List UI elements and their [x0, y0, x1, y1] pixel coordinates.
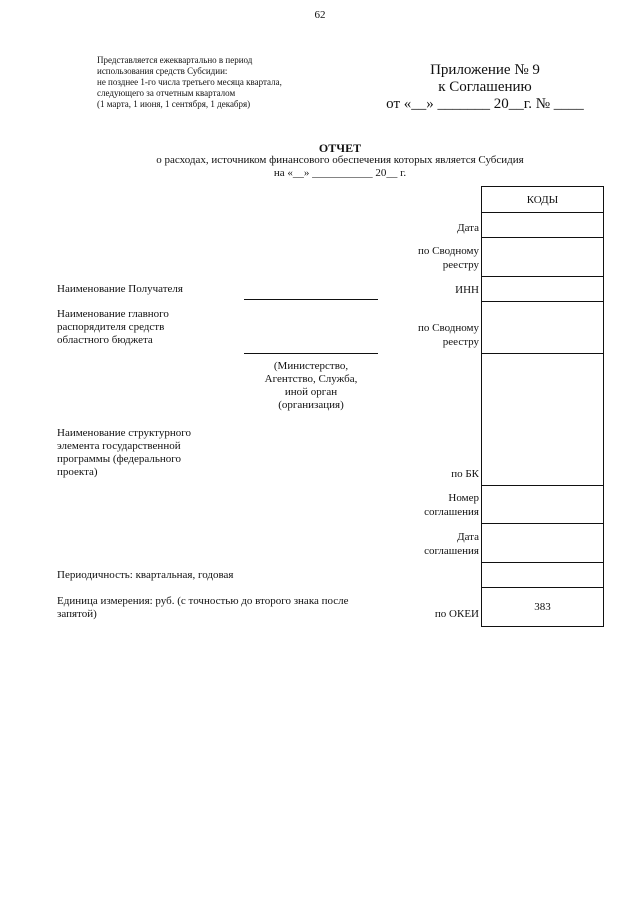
- code-cell-svod-reestr-manager[interactable]: [482, 301, 603, 353]
- label-line: областного бюджета: [57, 334, 153, 346]
- label-line: Единица измерения: руб. (с точностью до второго знака после: [57, 595, 349, 607]
- label-line: Дата: [457, 531, 479, 543]
- annex-line3: от «__» _______ 20__г. № ____: [386, 96, 584, 112]
- label-unit: [57, 595, 349, 621]
- report-subtitle: [0, 154, 640, 180]
- code-cell-date[interactable]: [482, 212, 603, 237]
- annex-heading: [378, 62, 592, 113]
- label-structural-element: [57, 427, 191, 479]
- codes-table: [481, 186, 604, 627]
- label-inn: ИНН: [455, 284, 479, 296]
- code-cell-bk[interactable]: [482, 353, 603, 485]
- label-line: запятой): [57, 608, 97, 620]
- code-cell-agreement-date[interactable]: [482, 523, 603, 562]
- note-line: не позднее 1-го числа третьего месяца квартала,: [97, 77, 282, 87]
- label-line: по Сводному: [417, 245, 479, 257]
- label-line: Агентство, Служба,: [264, 373, 358, 385]
- page-number: 62: [314, 9, 326, 21]
- annex-line1: Приложение № 9: [430, 62, 540, 78]
- note-line: (1 марта, 1 июня, 1 сентября, 1 декабря): [97, 99, 251, 109]
- report-title: ОТЧЕТ: [318, 141, 362, 155]
- label-line: соглашения: [424, 506, 479, 518]
- label-svod-reestr-manager: [418, 321, 479, 349]
- label-line: Наименование структурного: [57, 427, 191, 439]
- label-line: элемента государственной: [57, 440, 181, 452]
- code-cell-svod-reestr[interactable]: [482, 237, 603, 276]
- label-bk: по БК: [451, 468, 479, 480]
- note-line: использования средств Субсидии:: [97, 66, 228, 76]
- label-svod-reestr: [418, 244, 479, 272]
- label-line: иной орган: [284, 386, 338, 398]
- note-line: следующего за отчетным кварталом: [97, 88, 236, 98]
- label-agreement-number: [424, 491, 479, 519]
- label-agreement-date: [424, 530, 479, 558]
- label-line: соглашения: [424, 545, 479, 557]
- label-line: распорядителя средств: [57, 321, 165, 333]
- label-line: реестру: [442, 336, 479, 348]
- codes-header: КОДЫ: [526, 193, 559, 206]
- label-okei: по ОКЕИ: [434, 608, 479, 620]
- label-recipient: Наименование Получателя: [57, 283, 183, 295]
- label-line: по Сводному: [417, 322, 479, 334]
- code-cell-periodicity[interactable]: [482, 562, 603, 587]
- code-cell-okei[interactable]: 383: [482, 587, 603, 626]
- submission-note: [97, 55, 282, 110]
- report-date-line: на «__» ___________ 20__ г.: [273, 167, 407, 179]
- code-cell-inn[interactable]: [482, 276, 603, 301]
- code-cell-agreement-number[interactable]: [482, 485, 603, 523]
- recipient-underline[interactable]: [244, 299, 378, 300]
- label-date: Дата: [457, 222, 479, 234]
- main-manager-underline[interactable]: [244, 353, 378, 354]
- label-line: (организация): [278, 399, 344, 411]
- label-line: программы (федерального: [57, 453, 181, 465]
- label-line: Номер: [448, 492, 479, 504]
- note-line: Представляется ежеквартально в период: [97, 55, 253, 65]
- ministry-note: [236, 360, 386, 412]
- label-line: проекта): [57, 466, 98, 478]
- label-main-manager: [57, 308, 169, 347]
- label-line: реестру: [442, 259, 479, 271]
- report-subtitle-text: о расходах, источником финансового обеспечения которых является Субсидия: [156, 154, 524, 166]
- label-line: (Министерство,: [273, 360, 349, 372]
- annex-line2: к Соглашению: [438, 79, 532, 95]
- label-periodicity: Периодичность: квартальная, годовая: [57, 569, 234, 581]
- label-line: Наименование главного: [57, 308, 169, 320]
